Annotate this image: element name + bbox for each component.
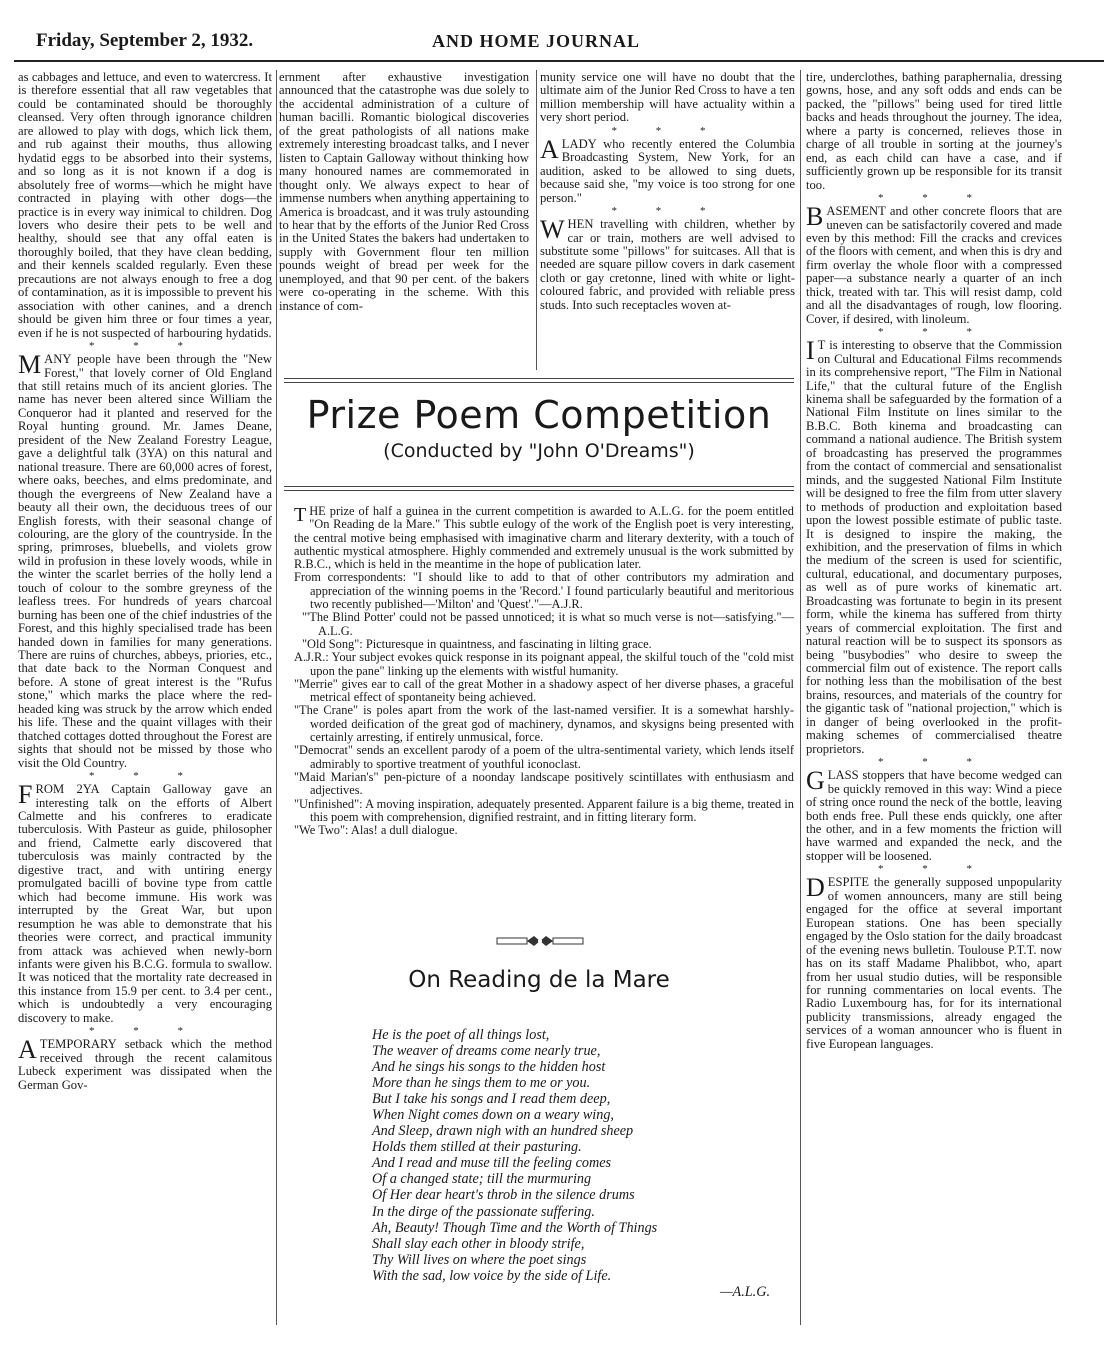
drop-cap: T [294,504,307,526]
poem-signature: —A.L.G. [719,1283,770,1300]
article-text: ASEMENT and other concrete floors that are uneven can be satisfactorily covered and made even by this method: Fill the cracks and crevices of the floors with cement, and when this is dry and firm overlay the whole floor with a compressed paper—a substance nearly a quarter of an inch thick, treated with tar. This will resist damp, cold and all the disadvantages of rough, low flooring. Cover, if desired, with linoleum. [806,204,1062,326]
competition-bottom-rule [284,486,794,491]
section-separator: * * * [89,340,201,353]
competition-note: "Old Song": Picturesque in quaintness, and fascinating in lilting grace. [302,636,652,651]
ornament-divider [496,935,584,947]
column-divider [276,70,277,1325]
poem-line: Shall slay each other in bloody strife, [372,1235,585,1252]
competition-top-rule [284,378,794,383]
article-women-announcers [806,873,1063,1051]
journal-title: AND HOME JOURNAL [432,31,640,51]
article-text: LADY who recently entered the Columbia Broadcasting System, New York, for an audition, asked to be allowed to sing duets, because said she, "my voice is too strong for one person." [540,136,795,205]
article-text: LASS stoppers that have become wedged can be quickly removed in this way: Wind a piece of string once round the neck of the bottle, leaving both ends free. Pull these ends quickly, one after the other, and in a few moments the friction will have warmed and expanded the neck, and the stopper will be loosened. [806,768,1062,863]
article-film-institute [806,336,1062,756]
competition-report [294,505,794,837]
competition-note: "The Crane" is poles apart from the work of the last-named versifier. It is a somewhat harshly-worded deification of the great god of machinery, dynamos, and skysigns being presented with certainly arresting, if entirely unmusical, force. [294,703,794,745]
section-separator: * * * [89,770,201,783]
competition-note: "Maid Marian's" pen-picture of a noonday landscape positively scintillates with enthusiasm and adjectives. [294,769,794,798]
poem-line: The weaver of dreams come nearly true, [372,1043,601,1060]
article-hydatids: as cabbages and lettuce, and even to watercress. It is therefore essential that all raw vegetables that could be contaminated should be thoroughly cleansed. Very often through ignorance children are allowed to play with dogs, which lick them, and rub against their mouths, thus allowing hydatid eggs to be absorbed into their systems, and so long as it is not known if a dog is absolutely free of worms—which he might have contracted in playing with other dogs—the practice is in every way inimical to children. Dog lovers who desire their pets to be well and healthy, should see that any offal eaten is thoroughly boiled, that they have clean bedding, and their kennels scalded regularly. Even these precautions are not always enough to free a dog of contamination, as it is impossible to prevent his association with other canines, and a drench should be given him three or four times a year, even if he is not suspected of harbouring hydatids. [18,70,272,340]
article-lady-audition [540,134,795,205]
column-2 [279,71,529,313]
article-text: T is interesting to observe that the Commission on Cultural and Educational Films recommends in its comprehensive report, "The Film in National Life," that the cultural future of the English kinema shall be safeguarded by the formation of a National Film Institute on lines similar to the B.B.C. Both kinema and broadcasting can command a national audience. The British system of broadcasting has preserved the programmes from the contact of commercial and sensationalist minds, and the suggested National Film Institute will be designed to free the film from utter slavery to methods of production and exploitation based upon the lowest possible estimate of public taste. It is designed to inspire the making, the exhibition, and the preservation of films in which the medium of the screen is used for scientific, cultural, educational, and documentary purposes, as well as of pure works of kinematic art. Broadcasting was fortunate to begin in its present form, while the kinema has suffered from thirty years of commercial exploitation. The first and natural reaction will be to suspect its sponsors as being "busybodies" who desire to sweep the commercial film out of existence. The report calls for nothing less than the mobilisation of the best brains, resources, and materials of the country for the gigantic task of "national projection," which is in danger of being overlooked in the profit-making schemes of commercialised theatre proprietors. [806,338,1062,756]
poem-line: Holds them stilled at their pasturing. [372,1139,582,1156]
drop-cap: A [540,134,559,164]
poem-line: Of a changed state; till the murmuring [372,1171,592,1188]
section-separator: * * * [878,192,990,205]
competition-note: "'The Blind Potter' could not be passed unnoticed; it is what so much verse is not—satisfying."—A.L.G. [302,610,794,638]
issue-date: Friday, September 2, 1932. [36,30,254,51]
header-rule [14,60,1104,62]
poem-line: In the dirge of the passionate suffering. [372,1203,595,1220]
article-calmette [18,780,272,1025]
poem-line: Of Her dear heart's throb in the silence drums [372,1187,635,1204]
competition-note: "We Two": Alas! a dull dialogue. [294,823,458,838]
drop-cap: M [18,350,42,380]
article-pillows-cont: tire, underclothes, bathing paraphernalia, dressing gowns, hose, and any soft odds and ends can be packed, the "pillows" being used for tired little backs and heads throughout the journey. The idea, where a party is concerned, relieves those in charge of all trouble in sorting at the journey's end, as each child can have a case, and if sufficiently grown up be responsible for its transit too. [806,70,1062,192]
section-separator: * * * [878,863,990,876]
article-new-forest [18,350,272,770]
column-1 [18,71,272,1092]
poem-line: He is the poet of all things lost, [372,1027,550,1043]
poem-line: When Night comes down on a weary wing, [372,1107,614,1124]
article-basement-floors [806,202,1062,326]
poem-line: But I take his songs and I read them deep, [372,1091,611,1108]
article-red-cross: ernment after exhaustive investigation announced that the catastrophe was due solely to the accidental administration of a culture of human bacilli. Romantic biological discoveries of the great pathologists of all nations make extremely interesting broadcast talks, and I never listen to Captain Galloway without thinking how many honoured names are commemorated in thought only. We always expect to hear of immense numbers when anything appertaining to America is broadcast, and it was truly astounding to hear that by the efforts of the Junior Red Cross in the United States the bakers had undertaken to supply with Government flour ten million pounds weight of bread per week for the unemployed, and that 90 per cent. of the bakers were co-operating in the scheme. With this instance of com- [279,70,529,313]
drop-cap: B [806,202,824,232]
article-glass-stoppers [806,766,1062,863]
drop-cap: D [806,873,825,903]
poem-line: More than he sings them to me or you. [372,1075,591,1092]
article-text: ESPITE the generally supposed unpopularity of women announcers, many are still being engaged for the office at several important European stations. One has been specially engaged by the Oslo station for the daily broadcast of the evening news bulletin. Toulouse P.T.T. now has on its staff Madame Phalibbot, who, apart from her usual studio duties, will be responsible for running commentaries on local events. The Radio Luxembourg has, for for its international publicity transmissions, already engaged the services of a woman announcer who is fluent in five European languages. [806,875,1063,1051]
article-travelling-children [540,215,795,312]
drop-cap: I [806,336,815,366]
competition-note: A.J.R.: Your subject evokes quick response in its poignant appeal, the skilful touch of the "cold mist upon the pane" linking up the elements with wistful humanity. [294,650,794,678]
poem-line: With the sad, low voice by the side of Life. [372,1267,612,1284]
column-3 [540,71,795,312]
drop-cap: F [18,780,33,810]
article-text: HEN travelling with children, whether by car or train, mothers are well advised to substitute some "pillows" for suitcases. All that is needed are square pillow covers in dark casement cloth or gay cretonne, lined with white or light-coloured fabric, and provided with reliable press studs. Into such receptacles woven at- [540,217,795,312]
poem-line: And Sleep, drawn nigh with an hundred sheep [372,1123,634,1140]
competition-note: "Democrat" sends an excellent parody of a poem of the ultra-sentimental variety, which lends itself admirably to sportive treatment of youthful iconoclast. [294,743,794,771]
article-red-cross-cont: munity service one will have no doubt that the ultimate aim of the Junior Red Cross to have a ten million membership will have actuality within a very short period. [540,70,795,125]
column-divider [536,70,537,370]
section-separator: * * * [89,1025,201,1038]
column-divider [800,70,801,1325]
competition-title: Prize Poem Competition [306,393,772,437]
drop-cap: W [540,215,565,245]
competition-note: From correspondents: "I should like to add to that of other contributors my admiration and appreciation of the winning poems in the 'Record.' I found particularly beautiful and meritorious two recently published—'Milton' and 'Quest'."—A.J.R. [294,570,794,612]
poem-line: Thy Will lives on where the poet sings [372,1251,587,1268]
section-separator: * * * [611,205,724,218]
article-lubeck [18,1035,272,1092]
poem-line: And I read and muse till the feeling comes [372,1155,612,1172]
article-text: TEMPORARY setback which the method received through the recent calamitous Lubeck experiment was dissipated when the German Gov- [18,1037,272,1092]
section-separator: * * * [878,756,990,769]
poem-title: On Reading de la Mare [408,967,670,993]
poem-line: Ah, Beauty! Though Time and the Worth of Things [372,1219,658,1236]
article-text: ANY people have been through the "New Forest," that lovely corner of Old England that still retains much of its ancient glories. The name has never been altered since William the Conqueror had it planted and reserved for the Royal hunting ground. Mr. James Deane, president of the New Zealand Forestry League, gave a delightful talk (3YA) on this natural and national treasure. There are 60,000 acres of forest, where oaks, beeches, and elms predominate, and though the evergreens of New Zealand have a beauty all their own, the deciduous trees of our English forests, with their seasonal change of colouring, are the glory of the countryside. In the spring, primroses, bluebells, and violets grow wild in profusion in these lovely woods, while in the winter the scarlet berries of the holly lend a touch of colour to the sombre greyness of the leafless trees. For hundreds of years charcoal burning has been one of the chief industries of the Forest, and this highly specialised trade has been handed down in families for many generations. There are ruins of churches, abbeys, priories, etc., that date back to the Norman Conquest and before. A stone of great interest is the "Rufus stone," which marks the place where the red-headed king was struck by the arrow which ended his life. These and the quaint villages with their thatched cottages dotted throughout the Forest are sights that should not be missed by those who visit the Old Country. [18,352,272,770]
competition-intro [294,505,794,571]
competition-note: "Unfinished": A moving inspiration, adequately presented. Apparent failure is a big theme, treated in this poem with comprehension, dignified restraint, and in fitting literary form. [294,796,794,824]
drop-cap: A [18,1035,37,1065]
section-separator: * * * [878,326,990,339]
drop-cap: G [806,766,825,796]
poem-body [372,1027,782,1300]
column-4 [806,71,1062,1051]
competition-intro-text: HE prize of half a guinea in the current competition is awarded to A.L.G. for the poem entitled "On Reading de la Mare." This subtle eulogy of the work of the English poet is very interesting, the central motive being emphasised with imaginative charm and literary dexterity, with a touch of authentic mystical atmosphere. Highly commended and extremely unusual is the work submitted by R.B.C., which is held in the meantime in the hope of publication later. [294,504,794,572]
competition-subtitle: (Conducted by "John O'Dreams") [383,440,695,462]
article-text: ROM 2YA Captain Galloway gave an interesting talk on the efforts of Albert Calmette and his confreres to eradicate tuberculosis. With Pasteur as guide, philosopher and friend, Calmette early discovered that tuberculosis was mainly contracted by the digestive tract, and with untiring energy promulgated bacilli of bovine type from cattle which had become immune. His work was interrupted by the Great War, but upon resumption he was able to demonstrate that his theories were correct, and practical immunity from attack was achieved when newly-born infants were given his B.C.G. formula to swallow. It was noticed that the mortality rate decreased in this instance from 15.9 per cent. to 3.4 per cent., which is undoubtedly a very encouraging discovery to make. [18,782,272,1025]
competition-note: "Merrie" gives ear to call of the great Mother in a shadowy aspect of her diverse phases, a graceful metrical effect of spontaneity being achieved. [294,676,794,705]
poem-line: And he sings his songs to the hidden host [372,1059,606,1076]
section-separator: * * * [611,124,724,137]
